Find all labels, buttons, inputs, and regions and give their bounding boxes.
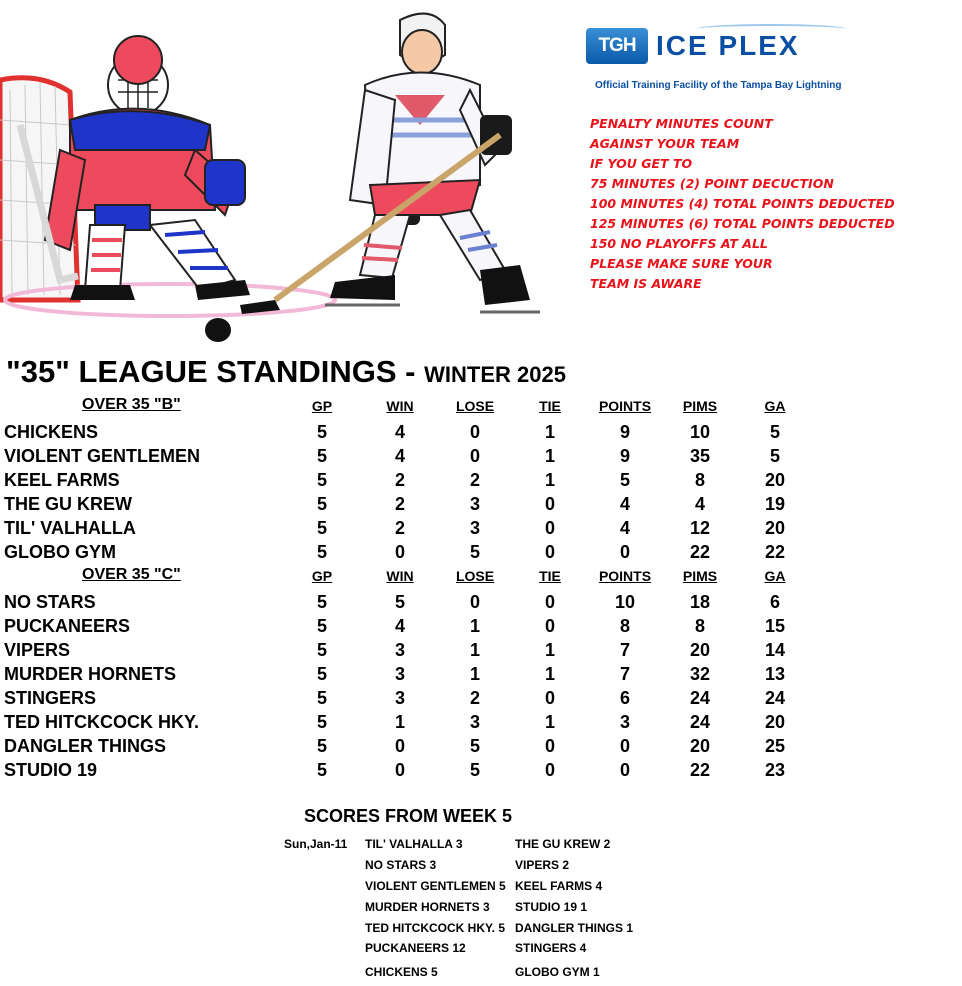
hockey-players-illustration — [0, 0, 560, 350]
division-b-standings — [0, 394, 800, 564]
stat-cell: 5 — [619, 470, 631, 490]
stat-cell: 5 — [316, 592, 328, 612]
table-row — [0, 540, 800, 564]
scores-date: Sun,Jan-11 — [284, 837, 348, 851]
stat-cell: 8 — [694, 616, 706, 636]
table-row — [0, 492, 800, 516]
game-away-score: KEEL FARMS 4 — [515, 879, 603, 893]
stat-cell: 0 — [619, 542, 631, 562]
stat-cell: 15 — [764, 616, 786, 636]
stat-cell: 4 — [619, 494, 631, 514]
stat-cell: 5 — [469, 542, 481, 562]
stat-cell: 5 — [469, 760, 481, 780]
stat-cell: 24 — [689, 712, 711, 732]
title-season: WINTER 2025 — [424, 362, 566, 387]
title-dash: - — [396, 354, 425, 389]
team-name: DANGLER THINGS — [4, 736, 166, 756]
stat-cell: 2 — [394, 494, 406, 514]
ice-plex-logo — [586, 28, 866, 98]
team-name: PUCKANEERS — [4, 616, 131, 636]
notice-line: 100 MINUTES (4) TOTAL POINTS DEDUCTED — [590, 196, 895, 211]
stat-cell: 2 — [394, 518, 406, 538]
column-header: PIMS — [682, 568, 718, 584]
stat-cell: 5 — [316, 688, 328, 708]
game-away-score: STINGERS 4 — [515, 941, 587, 955]
notice-line: 150 NO PLAYOFFS AT ALL — [590, 236, 768, 251]
table-row — [0, 758, 800, 782]
stat-cell: 0 — [469, 446, 481, 466]
stat-cell: 0 — [394, 760, 406, 780]
team-name: CHICKENS — [4, 422, 99, 442]
stat-cell: 1 — [544, 712, 556, 732]
stat-cell: 0 — [544, 518, 556, 538]
game-home-score: TIL' VALHALLA 3 — [365, 837, 463, 851]
stat-cell: 13 — [764, 664, 786, 684]
stat-cell: 3 — [394, 640, 406, 660]
stat-cell: 3 — [469, 494, 481, 514]
stat-cell: 5 — [316, 664, 328, 684]
stat-cell: 3 — [619, 712, 631, 732]
stat-cell: 0 — [544, 760, 556, 780]
column-header: WIN — [386, 398, 414, 414]
stat-cell: 8 — [694, 470, 706, 490]
stat-cell: 0 — [469, 422, 481, 442]
column-header: LOSE — [455, 568, 495, 584]
stat-cell: 2 — [394, 470, 406, 490]
stat-cell: 5 — [316, 518, 328, 538]
logo-tagline: Official Training Facility of the Tampa Bay Lightning — [595, 80, 842, 91]
stat-cell: 12 — [689, 518, 711, 538]
puck — [205, 318, 231, 342]
table-row — [0, 734, 800, 758]
stat-cell: 2 — [469, 470, 481, 490]
game-away-score: GLOBO GYM 1 — [515, 965, 600, 979]
stat-cell: 22 — [689, 542, 711, 562]
stat-cell: 3 — [469, 712, 481, 732]
stat-cell: 24 — [764, 688, 786, 708]
stat-cell: 20 — [689, 736, 711, 756]
stat-cell: 1 — [544, 664, 556, 684]
team-name: GLOBO GYM — [4, 542, 116, 562]
game-home-score: TED HITCKCOCK HKY. 5 — [365, 921, 506, 935]
stat-cell: 22 — [689, 760, 711, 780]
table-row — [0, 516, 800, 540]
column-header: TIE — [539, 568, 561, 584]
stat-cell: 5 — [769, 422, 781, 442]
stat-cell: 0 — [619, 736, 631, 756]
team-name: VIPERS — [4, 640, 71, 660]
stat-cell: 5 — [316, 470, 328, 490]
stat-cell: 14 — [764, 640, 786, 660]
penalty-notice — [590, 114, 895, 294]
table-row — [0, 590, 800, 614]
stat-cell: 3 — [394, 664, 406, 684]
stat-cell: 5 — [316, 542, 328, 562]
stat-cell: 4 — [619, 518, 631, 538]
stat-cell: 22 — [764, 542, 786, 562]
division-title: OVER 35 "B" — [82, 396, 181, 413]
stat-cell: 0 — [544, 736, 556, 756]
stat-cell: 32 — [689, 664, 711, 684]
division-title: OVER 35 "C" — [82, 566, 181, 583]
stat-cell: 5 — [316, 640, 328, 660]
game-home-score: CHICKENS 5 — [365, 965, 438, 979]
team-name: VIOLENT GENTLEMEN — [4, 446, 201, 466]
stat-cell: 1 — [544, 640, 556, 660]
stat-cell: 0 — [544, 542, 556, 562]
game-home-score: PUCKANEERS 12 — [365, 941, 466, 955]
stat-cell: 0 — [469, 592, 481, 612]
stat-cell: 20 — [764, 470, 786, 490]
column-header: GA — [764, 568, 786, 584]
stat-cell: 3 — [394, 688, 406, 708]
table-header-row — [0, 394, 800, 420]
stat-cell: 1 — [544, 470, 556, 490]
division-c-standings — [0, 564, 800, 782]
stat-cell: 19 — [764, 494, 786, 514]
stat-cell: 2 — [469, 688, 481, 708]
logo-badge: TGH — [586, 28, 648, 64]
team-name: TED HITCKCOCK HKY. — [4, 712, 200, 732]
stat-cell: 5 — [316, 736, 328, 756]
stat-cell: 1 — [544, 446, 556, 466]
stat-cell: 4 — [394, 446, 406, 466]
notice-line: TEAM IS AWARE — [590, 276, 702, 291]
stat-cell: 0 — [619, 760, 631, 780]
notice-line: 125 MINUTES (6) TOTAL POINTS DEDUCTED — [590, 216, 895, 231]
stat-cell: 1 — [469, 640, 481, 660]
stat-cell: 1 — [544, 422, 556, 442]
table-row — [0, 420, 800, 444]
stat-cell: 5 — [316, 760, 328, 780]
game-away-score: THE GU KREW 2 — [515, 837, 611, 851]
table-header-row — [0, 564, 800, 590]
stat-cell: 0 — [544, 688, 556, 708]
stat-cell: 10 — [614, 592, 636, 612]
column-header: GP — [311, 568, 333, 584]
column-header: TIE — [539, 398, 561, 414]
stat-cell: 1 — [469, 616, 481, 636]
stat-cell: 1 — [469, 664, 481, 684]
table-row — [0, 614, 800, 638]
stat-cell: 4 — [394, 422, 406, 442]
table-row — [0, 710, 800, 734]
skater-figure — [240, 14, 540, 314]
weekly-scores — [0, 806, 800, 986]
logo-name: ICE PLEX — [656, 30, 800, 61]
stat-cell: 0 — [394, 542, 406, 562]
team-name: STINGERS — [4, 688, 97, 708]
table-row — [0, 638, 800, 662]
notice-line: 75 MINUTES (2) POINT DECUCTION — [590, 176, 834, 191]
stat-cell: 5 — [394, 592, 406, 612]
notice-line: PENALTY MINUTES COUNT — [590, 116, 773, 131]
game-away-score: STUDIO 19 1 — [515, 900, 588, 914]
stat-cell: 5 — [316, 422, 328, 442]
column-header: GP — [311, 398, 333, 414]
stat-cell: 5 — [316, 446, 328, 466]
stat-cell: 18 — [689, 592, 711, 612]
stat-cell: 5 — [469, 736, 481, 756]
page-title — [6, 354, 566, 390]
stat-cell: 3 — [469, 518, 481, 538]
stat-cell: 5 — [316, 616, 328, 636]
table-row — [0, 468, 800, 492]
stat-cell: 7 — [619, 640, 631, 660]
stat-cell: 4 — [394, 616, 406, 636]
stat-cell: 4 — [694, 494, 706, 514]
stat-cell: 1 — [394, 712, 406, 732]
team-name: TIL' VALHALLA — [4, 518, 136, 538]
title-main: "35" LEAGUE STANDINGS — [6, 354, 397, 389]
game-home-score: VIOLENT GENTLEMEN 5 — [365, 879, 506, 893]
stat-cell: 0 — [544, 494, 556, 514]
stat-cell: 25 — [764, 736, 786, 756]
stat-cell: 0 — [544, 616, 556, 636]
game-home-score: MURDER HORNETS 3 — [365, 900, 490, 914]
stat-cell: 6 — [619, 688, 631, 708]
stat-cell: 20 — [689, 640, 711, 660]
table-row — [0, 444, 800, 468]
game-away-score: VIPERS 2 — [515, 858, 570, 872]
team-name: THE GU KREW — [4, 494, 132, 514]
stat-cell: 9 — [619, 446, 631, 466]
notice-line: PLEASE MAKE SURE YOUR — [590, 256, 773, 271]
team-name: NO STARS — [4, 592, 96, 612]
stat-cell: 5 — [769, 446, 781, 466]
column-header: LOSE — [455, 398, 495, 414]
stat-cell: 9 — [619, 422, 631, 442]
stat-cell: 6 — [769, 592, 781, 612]
game-away-score: DANGLER THINGS 1 — [515, 921, 634, 935]
notice-line: IF YOU GET TO — [590, 156, 693, 171]
column-header: PIMS — [682, 398, 718, 414]
stat-cell: 8 — [619, 616, 631, 636]
column-header: POINTS — [598, 568, 652, 584]
game-home-score: NO STARS 3 — [365, 858, 437, 872]
team-name: MURDER HORNETS — [4, 664, 177, 684]
stat-cell: 5 — [316, 712, 328, 732]
scores-title: SCORES FROM WEEK 5 — [304, 806, 513, 826]
column-header: POINTS — [598, 398, 652, 414]
stat-cell: 7 — [619, 664, 631, 684]
stat-cell: 35 — [689, 446, 711, 466]
stat-cell: 24 — [689, 688, 711, 708]
stat-cell: 5 — [316, 494, 328, 514]
table-row — [0, 686, 800, 710]
team-name: KEEL FARMS — [4, 470, 120, 490]
table-row — [0, 662, 800, 686]
stat-cell: 23 — [764, 760, 786, 780]
column-header: GA — [764, 398, 786, 414]
column-header: WIN — [386, 568, 414, 584]
stat-cell: 20 — [764, 518, 786, 538]
notice-line: AGAINST YOUR TEAM — [590, 136, 740, 151]
stat-cell: 10 — [689, 422, 711, 442]
stat-cell: 0 — [394, 736, 406, 756]
stat-cell: 0 — [544, 592, 556, 612]
stat-cell: 20 — [764, 712, 786, 732]
team-name: STUDIO 19 — [4, 760, 98, 780]
